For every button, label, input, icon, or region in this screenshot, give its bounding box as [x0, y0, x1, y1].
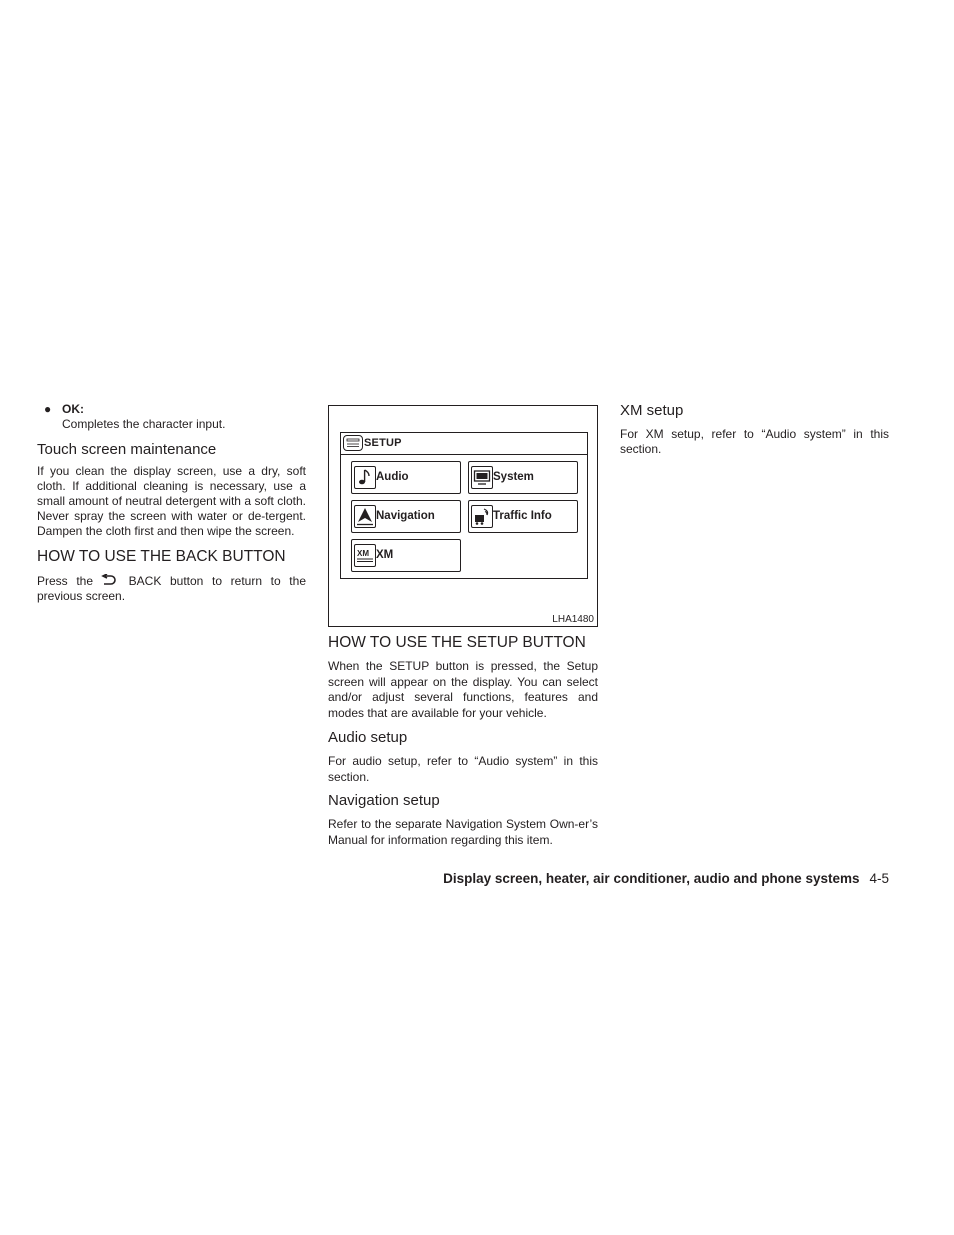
navigation-button[interactable] [351, 500, 461, 533]
xm-icon [354, 544, 376, 567]
setup-button-heading: HOW TO USE THE SETUP BUTTON [328, 634, 586, 651]
system-button[interactable] [468, 461, 578, 494]
traffic-info-button[interactable] [468, 500, 578, 533]
left-column [37, 402, 306, 604]
right-column [620, 402, 889, 457]
navigation-setup-text: Refer to the separate Navigation System Own-er’s Manual for information regarding this item. [328, 817, 598, 847]
back-button-text [37, 574, 306, 604]
audio-setup-text: For audio setup, refer to “Audio system” in this section. [328, 753, 598, 784]
bullet-icon: ● [44, 402, 52, 416]
figure-code: LHA1480 [552, 614, 594, 625]
ok-bullet-item [37, 402, 306, 432]
middle-column [328, 405, 598, 849]
xm-setup-heading: XM setup [620, 402, 684, 419]
audio-button-label: Audio [376, 471, 409, 483]
audio-button[interactable] [351, 461, 461, 494]
ok-description: Completes the character input. [62, 417, 226, 431]
system-button-label: System [493, 471, 534, 483]
xm-setup-text: For XM setup, refer to “Audio system” in this section. [620, 427, 889, 456]
page-footer [443, 871, 889, 886]
footer-title: Display screen, heater, air conditioner, audio and phone systems [443, 871, 860, 886]
touch-screen-heading: Touch screen maintenance [37, 441, 217, 458]
navigation-button-label: Navigation [376, 510, 435, 522]
music-note-icon [354, 466, 376, 489]
touch-screen-text: If you clean the display screen, use a dry, soft cloth. If additional cleaning is necessary, use a small amount of neutral detergent with a soft cloth. Never spray the screen with water or de-tergent. Dampen the cloth first and then wipe the screen. [37, 464, 306, 538]
navigation-arrow-icon [354, 505, 376, 528]
setup-button-text: When the SETUP button is pressed, the Setup screen will appear on the display. You can select and/or adjust several functions, features and modes that are available for your vehicle. [328, 659, 598, 721]
page-number: 4-5 [869, 871, 889, 886]
ok-label: OK: [62, 402, 84, 416]
xm-button-label: XM [376, 549, 394, 561]
xm-button[interactable] [351, 539, 461, 572]
setup-screen-figure [328, 405, 598, 627]
back-text-after: BACK button to return to the previous screen. [37, 574, 306, 603]
back-text-before: Press the [37, 574, 94, 588]
setup-screen [340, 432, 588, 579]
back-button-heading: HOW TO USE THE BACK BUTTON [37, 548, 286, 565]
back-arrow-icon [101, 574, 116, 586]
setup-screen-title-bar [341, 433, 587, 455]
traffic-info-icon [471, 505, 493, 528]
audio-setup-heading: Audio setup [328, 728, 408, 746]
navigation-setup-heading: Navigation setup [328, 792, 440, 810]
monitor-icon [471, 466, 493, 489]
svg-text:XM: XM [357, 549, 369, 558]
setup-icon [343, 435, 363, 451]
setup-screen-title: SETUP [364, 437, 402, 449]
traffic-info-button-label: Traffic Info [493, 510, 552, 522]
